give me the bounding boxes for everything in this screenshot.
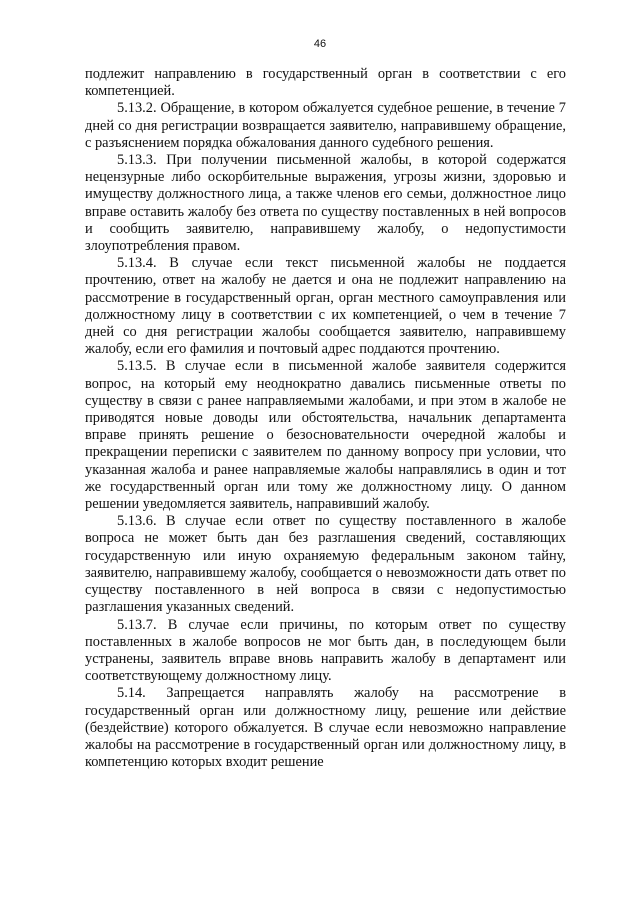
paragraph-5-14: 5.14. Запрещается направлять жалобу на рассмотрение в государственный орган или должностному лицу, решение или действие (бездействие) которого обжалуется. В случае если невозможно направление жалобы на рассмотрение в государственный орган или должностному лицу, в компетенцию которых входит решение xyxy=(85,685,566,771)
document-body xyxy=(85,66,566,771)
paragraph-5-13-3: 5.13.3. При получении письменной жалобы, в которой содержатся нецензурные либо оскорбительные выражения, угрозы жизни, здоровью и имуществу должностного лица, а также членов его семьи, должностное лицо вправе оставить жалобу без ответа по существу поставленных в ней вопросов и сообщить заявителю, направившему жалобу, о недопустимости злоупотребления правом. xyxy=(85,152,566,255)
page-number: 46 xyxy=(313,38,327,50)
paragraph-5-13-2: 5.13.2. Обращение, в котором обжалуется судебное решение, в течение 7 дней со дня регистрации возвращается заявителю, направившему обращение, с разъяснением порядка обжалования данного судебного решения. xyxy=(85,100,566,151)
paragraph-5-13-5: 5.13.5. В случае если в письменной жалобе заявителя содержится вопрос, на который ему неоднократно давались письменные ответы по существу в связи с ранее направляемыми жалобами, и при этом в жалобе не приводятся новые доводы или обстоятельства, начальник департамента вправе принять решение о безосновательности очередной жалобы и прекращении переписки с заявителем по данному вопросу при условии, что указанная жалоба и ранее направляемые жалобы направлялись в один и тот же государственный орган или тому же должностному лицу. О данном решении уведомляется заявитель, направивший жалобу. xyxy=(85,358,566,513)
paragraph-continuation: подлежит направлению в государственный орган в соответствии с его компетенцией. xyxy=(85,66,566,100)
paragraph-5-13-7: 5.13.7. В случае если причины, по которым ответ по существу поставленных в жалобе вопросов не мог быть дан, в последующем были устранены, заявитель вправе вновь направить жалобу в департамент или соответствующему должностному лицу. xyxy=(85,616,566,685)
paragraph-5-13-6: 5.13.6. В случае если ответ по существу поставленного в жалобе вопроса не может быть дан без разглашения сведений, составляющих государственную или иную охраняемую федеральным законом тайну, заявителю, направившему жалобу, сообщается о невозможности дать ответ по существу поставленного в ней вопроса в связи с недопустимостью разглашения указанных сведений. xyxy=(85,513,566,616)
paragraph-5-13-4: 5.13.4. В случае если текст письменной жалобы не поддается прочтению, ответ на жалобу не дается и она не подлежит направлению на рассмотрение в государственный орган, орган местного самоуправления или должностному лицу в соответствии с их компетенцией, о чем в течение 7 дней со дня регистрации жалобы сообщается заявителю, направившему жалобу, если его фамилия и почтовый адрес поддаются прочтению. xyxy=(85,255,566,358)
